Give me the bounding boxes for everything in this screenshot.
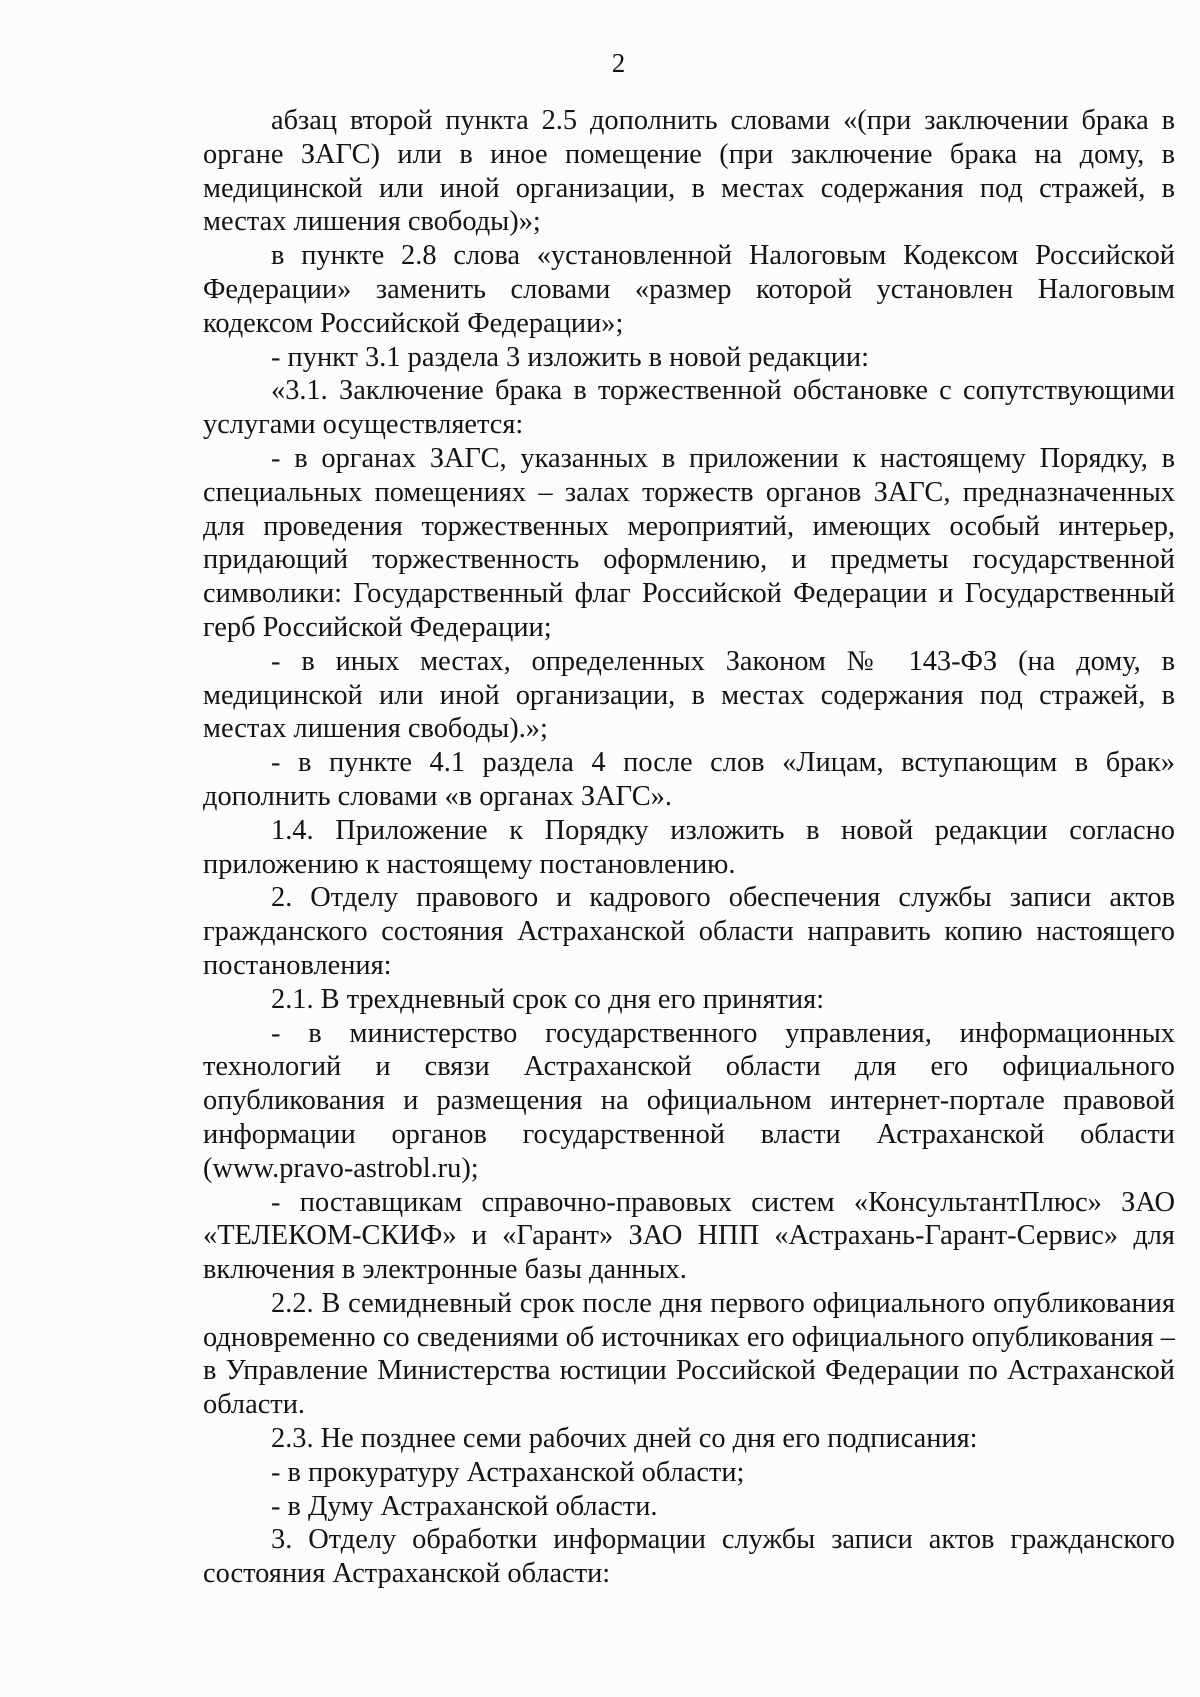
paragraph-other-places: - в иных местах, определенных Законом № 143-ФЗ (на дому, в медицинской или иной организации, в местах содержания под стражей, в местах лишения свободы).»;: [203, 645, 1175, 745]
paragraph-2: 2. Отделу правового и кадрового обеспечения службы записи актов гражданского состояния Астраханской области направить копию настоящего постановления:: [203, 882, 1175, 981]
paragraph-ministry: - в министерство государственного управления, информационных технологий и связи Астраханской области для его официального опубликования и размещения на официальном интернет-портале правовой информации органов государственной власти Астраханской области (www.pravo-astrobl.ru);: [203, 1017, 1175, 1184]
paragraph-2-3: 2.3. Не позднее семи рабочих дней со дня его подписания:: [271, 1423, 978, 1455]
paragraph-3-1-intro: - пункт 3.1 раздела 3 изложить в новой редакции:: [271, 341, 869, 373]
paragraph-3-1-text: «3.1. Заключение брака в торжественной обстановке с сопутствующими услугами осуществляется:: [203, 375, 1175, 441]
paragraph-2-5-amendment: абзац второй пункта 2.5 дополнить словами «(при заключении брака в органе ЗАГС) или в иное помещение (при заключение брака на дому, в медицинской или иной организации, в местах содержания под стражей, в местах лишения свободы)»;: [203, 105, 1175, 238]
paragraph-3: 3. Отделу обработки информации службы записи актов гражданского состояния Астраханской области:: [203, 1524, 1175, 1590]
paragraph-zags-halls: - в органах ЗАГС, указанных в приложении к настоящему Порядку, в специальных помещениях – залах торжеств органов ЗАГС, предназначенных для проведения торжественных мероприятий, имеющих особый интерьер, придающий торжественность оформлению, и предметы государственной символики: Государственный флаг Российской Федерации и Государственный герб Российской Федерации;: [203, 442, 1175, 643]
paragraph-2-2: 2.2. В семидневный срок после дня первого официального опубликования одновременно со сведениями об источниках его официального опубликования – в Управление Министерства юстиции Российской Федерации по Астраханской области.: [203, 1287, 1175, 1421]
paragraph-2-1: 2.1. В трехдневный срок со дня его принятия:: [271, 983, 825, 1015]
paragraph-4-1-amendment: - в пункте 4.1 раздела 4 после слов «Лицам, вступающим в брак» дополнить словами «в органах ЗАГС».: [203, 747, 1175, 812]
document-body: [203, 104, 1175, 1591]
paragraph-suppliers: - поставщикам справочно-правовых систем «КонсультантПлюс» ЗАО «ТЕЛЕКОМ-СКИФ» и «Гарант» ЗАО НПП «Астрахань-Гарант-Сервис» для включения в электронные базы данных.: [203, 1186, 1175, 1286]
paragraph-prosecutor: - в прокуратуру Астраханской области;: [271, 1456, 745, 1488]
paragraph-1-4: 1.4. Приложение к Порядку изложить в новой редакции согласно приложению к настоящему постановлению.: [203, 814, 1175, 880]
paragraph-duma: - в Думу Астраханской области.: [271, 1490, 658, 1522]
page-number: 2: [611, 48, 626, 78]
paragraph-2-8-amendment: в пункте 2.8 слова «установленной Налоговым Кодексом Российской Федерации» заменить словами «размер которой установлен Налоговым кодексом Российской Федерации»;: [203, 240, 1175, 339]
